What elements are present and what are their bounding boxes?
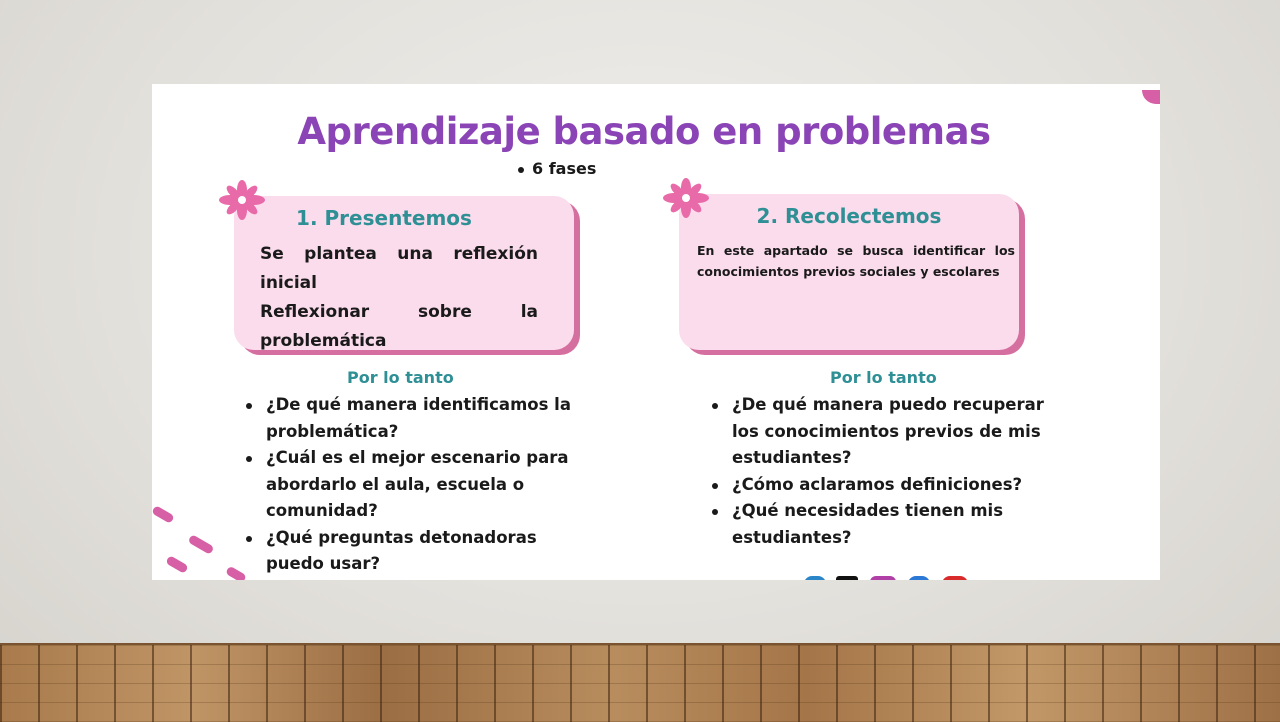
phase-1-card xyxy=(234,196,574,350)
phase-2-section-label: Por lo tanto xyxy=(830,368,937,387)
slide-title: Aprendizaje basado en problemas xyxy=(297,110,991,153)
list-item: ¿Cuál es el mejor escenario para abordarlo el aula, escuela o comunidad? xyxy=(246,445,576,525)
wood-floor-background xyxy=(0,643,1280,722)
social-icon xyxy=(942,576,968,580)
decorative-dash xyxy=(152,505,175,524)
list-item: ¿De qué manera puedo recuperar los conocimientos previos de mis estudiantes? xyxy=(712,392,1072,472)
list-item: ¿Qué preguntas detonadoras puedo usar? xyxy=(246,525,576,578)
list-item: ¿De qué manera identificamos la problemática? xyxy=(246,392,576,445)
social-icon xyxy=(870,576,896,580)
phase-1-line: problemática xyxy=(260,331,387,351)
phase-2-body: En este apartado se busca identificar los conocimientos previos sociales y escolares xyxy=(697,243,1015,279)
phase-1-question-list xyxy=(246,392,576,578)
subtitle-text: 6 fases xyxy=(532,159,597,178)
social-icon xyxy=(804,576,826,580)
decorative-dash xyxy=(187,534,214,555)
decorative-corner-blob xyxy=(1142,90,1160,104)
phase-1-line: Reflexionar sobre la xyxy=(260,302,538,322)
flower-icon xyxy=(216,180,268,220)
phase-2-title: 2. Recolectemos xyxy=(756,204,942,228)
decorative-dash xyxy=(165,555,189,574)
phase-2-question-list xyxy=(712,392,1072,551)
phase-1-section-label: Por lo tanto xyxy=(347,368,454,387)
slide-subtitle xyxy=(518,159,596,178)
flower-icon xyxy=(660,178,712,218)
phase-1-body xyxy=(260,240,538,356)
bullet-icon xyxy=(518,167,524,173)
list-item: ¿Cómo aclaramos definiciones? xyxy=(712,472,1072,499)
phase-1-title: 1. Presentemos xyxy=(296,206,472,230)
decorative-dash xyxy=(225,566,247,580)
phase-1-line: Se plantea una reflexión xyxy=(260,244,538,264)
list-item: ¿Qué necesidades tienen mis estudiantes? xyxy=(712,498,1072,551)
phase-1-line: inicial xyxy=(260,273,317,293)
slide-image xyxy=(152,84,1160,580)
phase-2-card xyxy=(679,194,1019,350)
social-icon xyxy=(908,576,930,580)
social-icon xyxy=(836,576,858,580)
